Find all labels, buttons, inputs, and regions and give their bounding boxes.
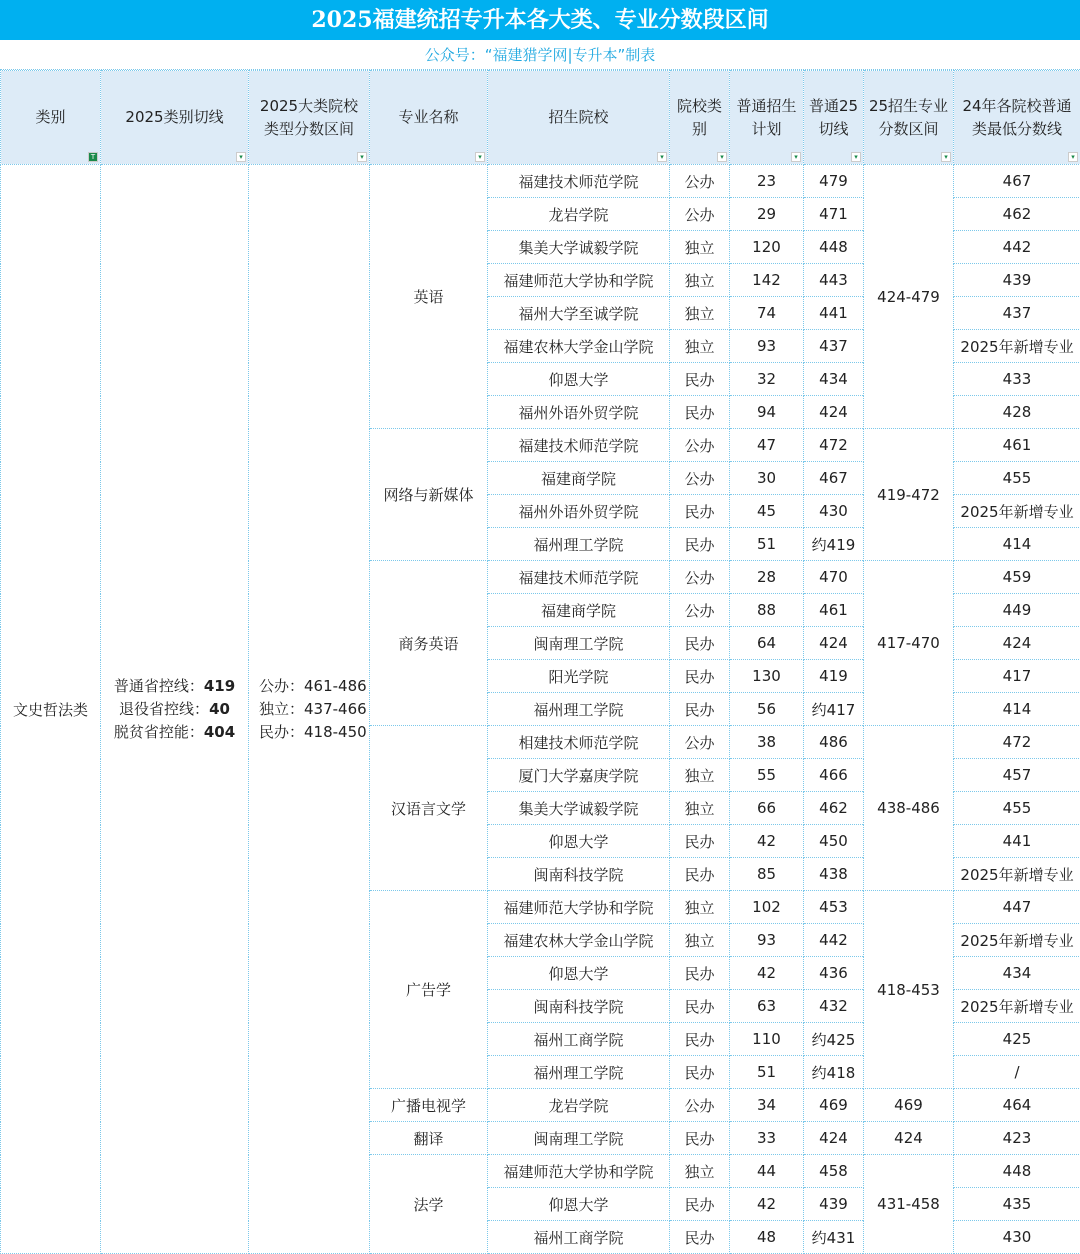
cutline-25-cell: 461: [804, 594, 864, 627]
school-name-cell: 福州理工学院: [488, 1056, 670, 1089]
school-name-cell: 福州工商学院: [488, 1221, 670, 1254]
school-type-cell: 公办: [670, 429, 730, 462]
header-type-range: [249, 71, 370, 165]
cutline-value: 40: [209, 699, 230, 718]
header-school: [488, 71, 670, 165]
plan-count-cell: 85: [730, 858, 804, 891]
school-name-cell: 福州理工学院: [488, 693, 670, 726]
filter-dropdown-icon[interactable]: ▾: [475, 152, 485, 162]
school-type-cell: 独立: [670, 924, 730, 957]
school-type-cell: 独立: [670, 891, 730, 924]
school-name-cell: 闽南理工学院: [488, 1122, 670, 1155]
major-range-cell: 424-479: [864, 165, 954, 429]
school-type-cell: 公办: [670, 561, 730, 594]
min-score-24-cell: 414: [954, 528, 1080, 561]
plan-count-cell: 51: [730, 528, 804, 561]
cutline-25-cell: 424: [804, 627, 864, 660]
min-score-24-cell: 433: [954, 363, 1080, 396]
school-type-cell: 民办: [670, 627, 730, 660]
filter-dropdown-icon[interactable]: ▾: [717, 152, 727, 162]
header-min-score-24: [954, 71, 1080, 165]
school-type-cell: 民办: [670, 825, 730, 858]
major-name-cell: 翻译: [370, 1122, 488, 1155]
page-title: 2025福建统招专升本各大类、专业分数段区间: [0, 0, 1080, 40]
header-label: 招生院校: [548, 108, 609, 126]
school-name-cell: 阳光学院: [488, 660, 670, 693]
min-score-24-cell: 464: [954, 1089, 1080, 1122]
cutline-25-cell: 430: [804, 495, 864, 528]
plan-count-cell: 94: [730, 396, 804, 429]
school-name-cell: 闽南科技学院: [488, 990, 670, 1023]
cutline-25-cell: 469: [804, 1089, 864, 1122]
header-major-range: [864, 71, 954, 165]
school-name-cell: 福州外语外贸学院: [488, 396, 670, 429]
cutline-25-cell: 434: [804, 363, 864, 396]
school-type-cell: 民办: [670, 396, 730, 429]
school-name-cell: 福建农林大学金山学院: [488, 330, 670, 363]
type-range-item: 公办：461-486: [259, 676, 367, 695]
cutline-item: [101, 698, 248, 721]
cutline-25-cell: 424: [804, 1122, 864, 1155]
category-cutline-cell: [101, 165, 249, 1254]
school-type-cell: 独立: [670, 1155, 730, 1188]
cutline-25-cell: 约417: [804, 693, 864, 726]
school-name-cell: 龙岩学院: [488, 198, 670, 231]
cutline-item: [101, 675, 248, 698]
min-score-24-cell: 428: [954, 396, 1080, 429]
school-type-cell: 民办: [670, 1122, 730, 1155]
header-category-cutline: [101, 71, 249, 165]
school-name-cell: 集美大学诚毅学院: [488, 792, 670, 825]
min-score-24-cell: 447: [954, 891, 1080, 924]
school-type-cell: 民办: [670, 990, 730, 1023]
major-range-cell: 424: [864, 1122, 954, 1155]
school-name-cell: 仰恩大学: [488, 363, 670, 396]
major-name-cell: 汉语言文学: [370, 726, 488, 891]
school-type-cell: 民办: [670, 1056, 730, 1089]
category-cell: 文史哲法类: [1, 165, 101, 1254]
cutline-25-cell: 432: [804, 990, 864, 1023]
school-type-cell: 公办: [670, 726, 730, 759]
cutline-25-cell: 约431: [804, 1221, 864, 1254]
major-name-cell: 商务英语: [370, 561, 488, 726]
cutline-25-cell: 438: [804, 858, 864, 891]
cutline-25-cell: 472: [804, 429, 864, 462]
plan-count-cell: 142: [730, 264, 804, 297]
header-label: 普通25切线: [808, 96, 859, 138]
filter-dropdown-icon[interactable]: ▾: [791, 152, 801, 162]
min-score-24-cell: 442: [954, 231, 1080, 264]
plan-count-cell: 23: [730, 165, 804, 198]
school-type-cell: 独立: [670, 264, 730, 297]
plan-count-cell: 102: [730, 891, 804, 924]
plan-count-cell: 66: [730, 792, 804, 825]
filter-dropdown-icon[interactable]: ▾: [851, 152, 861, 162]
cutline-25-cell: 486: [804, 726, 864, 759]
major-range-cell: 417-470: [864, 561, 954, 726]
cutline-25-cell: 439: [804, 1188, 864, 1221]
cutline-25-cell: 458: [804, 1155, 864, 1188]
type-range-item: 民办：418-450: [259, 722, 367, 741]
major-name-cell: 法学: [370, 1155, 488, 1254]
school-type-cell: 民办: [670, 693, 730, 726]
header-label: 专业名称: [398, 108, 459, 126]
plan-count-cell: 45: [730, 495, 804, 528]
min-score-24-cell: /: [954, 1056, 1080, 1089]
school-type-cell: 民办: [670, 1023, 730, 1056]
cutline-25-cell: 424: [804, 396, 864, 429]
plan-count-cell: 55: [730, 759, 804, 792]
min-score-24-cell: 455: [954, 792, 1080, 825]
cutline-25-cell: 441: [804, 297, 864, 330]
major-name-cell: 广告学: [370, 891, 488, 1089]
plan-count-cell: 48: [730, 1221, 804, 1254]
major-range-cell: 438-486: [864, 726, 954, 891]
plan-count-cell: 28: [730, 561, 804, 594]
plan-count-cell: 120: [730, 231, 804, 264]
plan-count-cell: 93: [730, 924, 804, 957]
filter-dropdown-icon[interactable]: ▾: [1068, 152, 1078, 162]
min-score-24-cell: 425: [954, 1023, 1080, 1056]
cutline-25-cell: 479: [804, 165, 864, 198]
plan-count-cell: 33: [730, 1122, 804, 1155]
school-name-cell: 仰恩大学: [488, 957, 670, 990]
plan-count-cell: 110: [730, 1023, 804, 1056]
min-score-24-cell: 455: [954, 462, 1080, 495]
header-label: 普通招生计划: [736, 96, 797, 138]
header-label: 2025大类院校类型分数区间: [259, 96, 359, 138]
min-score-24-cell: 423: [954, 1122, 1080, 1155]
plan-count-cell: 93: [730, 330, 804, 363]
school-name-cell: 福建师范大学协和学院: [488, 891, 670, 924]
school-name-cell: 集美大学诚毅学院: [488, 231, 670, 264]
major-name-cell: 网络与新媒体: [370, 429, 488, 561]
major-range-cell: 469: [864, 1089, 954, 1122]
min-score-24-cell: 2025年新增专业: [954, 924, 1080, 957]
min-score-24-cell: 2025年新增专业: [954, 330, 1080, 363]
min-score-24-cell: 435: [954, 1188, 1080, 1221]
header-label: 25招生专业分数区间: [868, 96, 949, 138]
school-name-cell: 福建农林大学金山学院: [488, 924, 670, 957]
plan-count-cell: 42: [730, 825, 804, 858]
school-name-cell: 福州大学至诚学院: [488, 297, 670, 330]
header-label: 院校类别: [676, 96, 722, 138]
school-type-cell: 民办: [670, 363, 730, 396]
school-name-cell: 福建技术师范学院: [488, 429, 670, 462]
filter-dropdown-icon[interactable]: ▾: [941, 152, 951, 162]
min-score-24-cell: 449: [954, 594, 1080, 627]
school-name-cell: 福建商学院: [488, 462, 670, 495]
cutline-25-cell: 471: [804, 198, 864, 231]
cutline-25-cell: 467: [804, 462, 864, 495]
min-score-24-cell: 439: [954, 264, 1080, 297]
plan-count-cell: 34: [730, 1089, 804, 1122]
cutline-label: 脱贫省控能：: [113, 722, 204, 741]
major-range-cell: 419-472: [864, 429, 954, 561]
cutline-label: 普通省控线：: [113, 676, 204, 695]
plan-count-cell: 44: [730, 1155, 804, 1188]
major-name-cell: 英语: [370, 165, 488, 429]
major-range-cell: 418-453: [864, 891, 954, 1089]
major-range-cell: 431-458: [864, 1155, 954, 1254]
school-name-cell: 福建师范大学协和学院: [488, 1155, 670, 1188]
min-score-24-cell: 2025年新增专业: [954, 495, 1080, 528]
cutline-25-cell: 462: [804, 792, 864, 825]
plan-count-cell: 29: [730, 198, 804, 231]
cutline-value: 419: [203, 676, 236, 695]
school-type-cell: 公办: [670, 165, 730, 198]
min-score-24-cell: 459: [954, 561, 1080, 594]
school-type-cell: 独立: [670, 759, 730, 792]
school-name-cell: 福州工商学院: [488, 1023, 670, 1056]
school-name-cell: 福州理工学院: [488, 528, 670, 561]
header-category: [1, 71, 101, 165]
school-type-cell: 公办: [670, 462, 730, 495]
min-score-24-cell: 414: [954, 693, 1080, 726]
plan-count-cell: 32: [730, 363, 804, 396]
school-name-cell: 仰恩大学: [488, 1188, 670, 1221]
filter-dropdown-icon[interactable]: ▾: [236, 152, 246, 162]
type-range-item: 独立：437-466: [259, 699, 367, 718]
plan-count-cell: 130: [730, 660, 804, 693]
filter-dropdown-icon[interactable]: T: [88, 152, 98, 162]
min-score-24-cell: 441: [954, 825, 1080, 858]
header-school-type: [670, 71, 730, 165]
cutline-25-cell: 453: [804, 891, 864, 924]
major-name-cell: 广播电视学: [370, 1089, 488, 1122]
cutline-25-cell: 470: [804, 561, 864, 594]
school-name-cell: 福建技术师范学院: [488, 561, 670, 594]
school-type-cell: 独立: [670, 330, 730, 363]
header-label: 类别: [35, 108, 66, 126]
school-name-cell: 仰恩大学: [488, 825, 670, 858]
school-type-cell: 独立: [670, 231, 730, 264]
cutline-25-cell: 448: [804, 231, 864, 264]
school-name-cell: 福建商学院: [488, 594, 670, 627]
school-type-cell: 民办: [670, 660, 730, 693]
header-cutline-25: [804, 71, 864, 165]
cutline-25-cell: 450: [804, 825, 864, 858]
min-score-24-cell: 448: [954, 1155, 1080, 1188]
cutline-25-cell: 442: [804, 924, 864, 957]
plan-count-cell: 42: [730, 957, 804, 990]
cutline-value: 404: [203, 722, 236, 741]
cutline-25-cell: 437: [804, 330, 864, 363]
min-score-24-cell: 430: [954, 1221, 1080, 1254]
score-table: [0, 70, 1080, 1254]
plan-count-cell: 74: [730, 297, 804, 330]
school-type-cell: 公办: [670, 594, 730, 627]
min-score-24-cell: 2025年新增专业: [954, 858, 1080, 891]
header-label: 2025类别切线: [125, 108, 224, 126]
school-type-cell: 独立: [670, 297, 730, 330]
school-name-cell: 福州外语外贸学院: [488, 495, 670, 528]
min-score-24-cell: 437: [954, 297, 1080, 330]
min-score-24-cell: 417: [954, 660, 1080, 693]
cutline-item: [101, 721, 248, 744]
min-score-24-cell: 472: [954, 726, 1080, 759]
min-score-24-cell: 2025年新增专业: [954, 990, 1080, 1023]
school-name-cell: 福建师范大学协和学院: [488, 264, 670, 297]
type-range-cell: [249, 165, 370, 1254]
school-name-cell: 福建技术师范学院: [488, 165, 670, 198]
plan-count-cell: 63: [730, 990, 804, 1023]
min-score-24-cell: 467: [954, 165, 1080, 198]
cutline-25-cell: 419: [804, 660, 864, 693]
min-score-24-cell: 462: [954, 198, 1080, 231]
min-score-24-cell: 424: [954, 627, 1080, 660]
table-row: [1, 165, 1080, 198]
school-type-cell: 公办: [670, 198, 730, 231]
cutline-25-cell: 约419: [804, 528, 864, 561]
cutline-25-cell: 约425: [804, 1023, 864, 1056]
cutline-25-cell: 436: [804, 957, 864, 990]
school-name-cell: 闽南理工学院: [488, 627, 670, 660]
school-type-cell: 独立: [670, 792, 730, 825]
plan-count-cell: 47: [730, 429, 804, 462]
plan-count-cell: 56: [730, 693, 804, 726]
school-name-cell: 龙岩学院: [488, 1089, 670, 1122]
plan-count-cell: 42: [730, 1188, 804, 1221]
cutline-25-cell: 443: [804, 264, 864, 297]
cutline-25-cell: 466: [804, 759, 864, 792]
header-label: 24年各院校普通类最低分数线: [962, 96, 1072, 138]
plan-count-cell: 30: [730, 462, 804, 495]
school-type-cell: 民办: [670, 1188, 730, 1221]
school-type-cell: 民办: [670, 1221, 730, 1254]
school-type-cell: 民办: [670, 858, 730, 891]
school-type-cell: 公办: [670, 1089, 730, 1122]
filter-dropdown-icon[interactable]: ▾: [657, 152, 667, 162]
min-score-24-cell: 461: [954, 429, 1080, 462]
header-plan: [730, 71, 804, 165]
cutline-label: 退役省控线：: [119, 699, 210, 718]
header-major: [370, 71, 488, 165]
plan-count-cell: 51: [730, 1056, 804, 1089]
plan-count-cell: 88: [730, 594, 804, 627]
min-score-24-cell: 434: [954, 957, 1080, 990]
min-score-24-cell: 457: [954, 759, 1080, 792]
plan-count-cell: 64: [730, 627, 804, 660]
school-name-cell: 相建技术师范学院: [488, 726, 670, 759]
school-name-cell: 厦门大学嘉庚学院: [488, 759, 670, 792]
plan-count-cell: 38: [730, 726, 804, 759]
school-name-cell: 闽南科技学院: [488, 858, 670, 891]
subtitle: 公众号：“福建猎学网|专升本”制表: [0, 40, 1080, 70]
school-type-cell: 民办: [670, 528, 730, 561]
school-type-cell: 民办: [670, 957, 730, 990]
cutline-25-cell: 约418: [804, 1056, 864, 1089]
filter-dropdown-icon[interactable]: ▾: [357, 152, 367, 162]
school-type-cell: 民办: [670, 495, 730, 528]
